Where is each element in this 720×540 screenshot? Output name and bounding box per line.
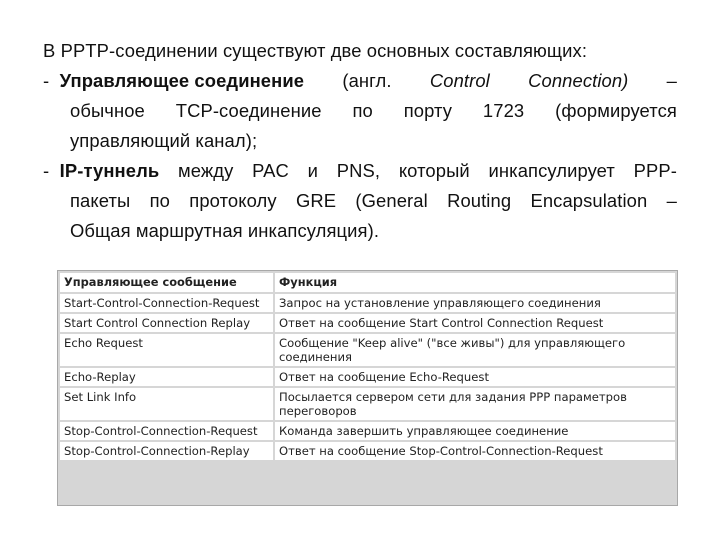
item2-word: PPP- <box>633 160 677 181</box>
item1-word: порту <box>403 100 453 121</box>
item2-word: GRE <box>295 190 337 211</box>
item2-word: PAC <box>252 160 289 181</box>
item1-line3: управляющий канал); <box>70 130 258 151</box>
item2-word: PNS, <box>336 160 381 181</box>
item2-dash: - <box>43 160 50 181</box>
column-header-message: Управляющее сообщение <box>60 273 273 292</box>
item2-line3: Общая маршрутная инкапсуляция). <box>70 220 380 241</box>
table-row <box>60 422 675 440</box>
function-cell: Ответ на сообщение Stop-Control-Connection-Request <box>275 442 675 460</box>
item2-word: Routing <box>447 190 512 211</box>
table-row <box>60 334 675 366</box>
item2-word: – <box>666 190 677 211</box>
item1-word: Connection) <box>528 70 629 91</box>
item2-term: IP-туннель <box>59 160 160 181</box>
item2-word: протоколу <box>189 190 277 211</box>
item1-word: (англ. <box>342 70 392 91</box>
item2-word: по <box>149 190 170 211</box>
item1-word: 1723 <box>482 100 525 121</box>
message-cell: Stop-Control-Connection-Request <box>60 422 273 440</box>
item2-word: (General <box>355 190 428 211</box>
table-header-row <box>60 273 675 292</box>
message-cell: Start Control Connection Replay <box>60 314 273 332</box>
item1-line2 <box>43 96 677 126</box>
message-cell: Echo Request <box>60 334 273 366</box>
item2-line2 <box>43 186 677 216</box>
message-cell: Stop-Control-Connection-Replay <box>60 442 273 460</box>
messages-table <box>57 270 678 506</box>
item1-dash: - <box>43 70 50 91</box>
function-cell: Ответ на сообщение Echo-Request <box>275 368 675 386</box>
table-row <box>60 388 675 420</box>
table-row <box>60 442 675 460</box>
message-cell: Set Link Info <box>60 388 273 420</box>
function-cell: Запрос на установление управляющего соединения <box>275 294 675 312</box>
function-cell: Сообщение "Keep alive" ("все живы") для управляющего соединения <box>275 334 675 366</box>
function-cell: Команда завершить управляющее соединение <box>275 422 675 440</box>
table-row <box>60 314 675 332</box>
function-cell: Посылается сервером сети для задания PPP параметров переговоров <box>275 388 675 420</box>
table-row <box>60 368 675 386</box>
item2-word: инкапсулирует <box>488 160 615 181</box>
item2-line1 <box>43 156 677 186</box>
item1-word: – <box>666 70 677 91</box>
item1-word: Control <box>429 70 490 91</box>
intro-text <box>43 36 677 246</box>
column-header-function: Функция <box>275 273 675 292</box>
item1-term: Управляющее соединение <box>59 70 305 91</box>
intro-heading: В PPTP-соединении существуют две основных составляющих: <box>43 40 588 61</box>
item1-word: (формируется <box>555 100 677 121</box>
item1-line1 <box>43 66 677 96</box>
function-cell: Ответ на сообщение Start Control Connection Request <box>275 314 675 332</box>
item2-word: Encapsulation <box>530 190 648 211</box>
item1-word: TCP-соединение <box>175 100 322 121</box>
message-cell: Start-Control-Connection-Request <box>60 294 273 312</box>
item2-word: и <box>307 160 319 181</box>
item2-word: который <box>398 160 470 181</box>
table-row <box>60 294 675 312</box>
item1-word: по <box>352 100 373 121</box>
message-cell: Echo-Replay <box>60 368 273 386</box>
item2-word: между <box>178 160 234 181</box>
item2-word: пакеты <box>70 190 131 211</box>
item1-word: обычное <box>70 100 145 121</box>
